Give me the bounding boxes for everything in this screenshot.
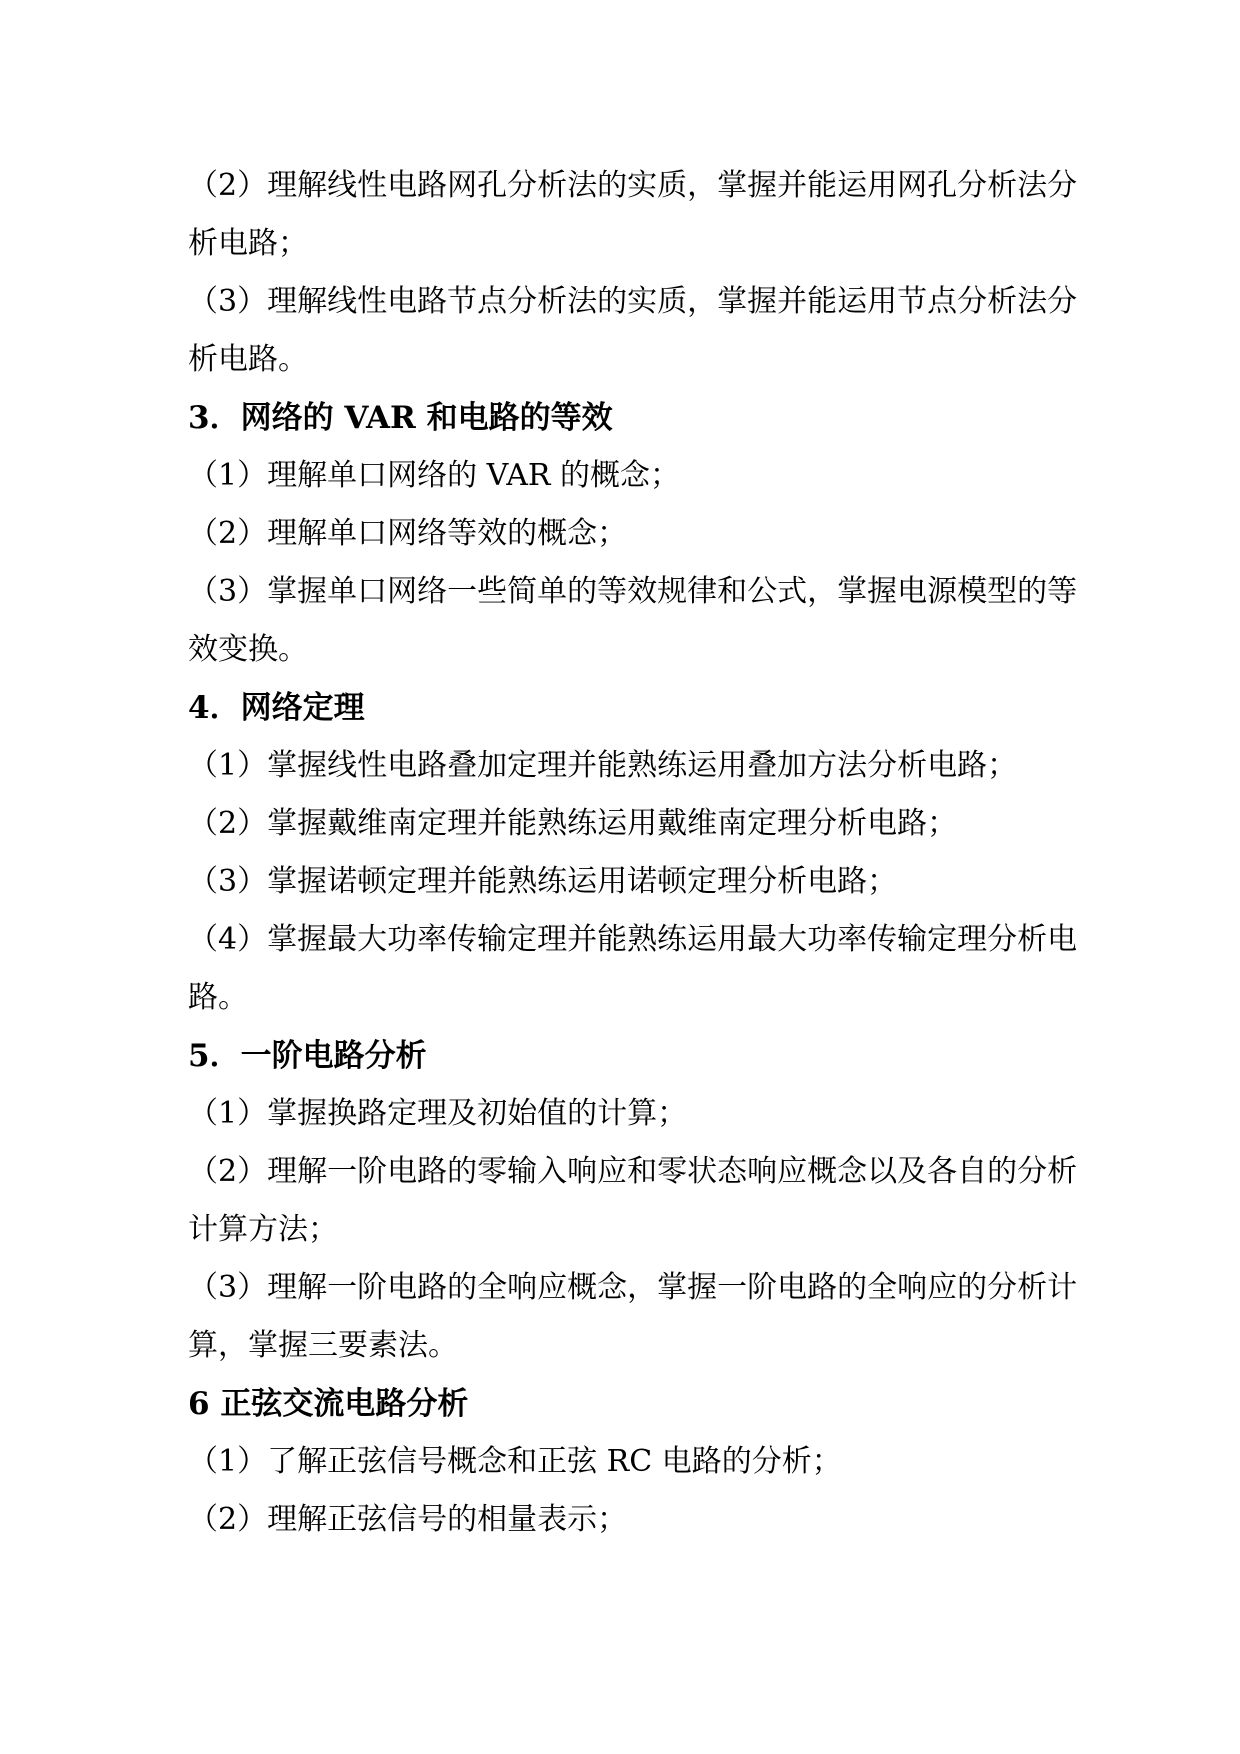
section-heading-line: 4．网络定理 (188, 690, 365, 726)
document-body (188, 157, 1078, 1549)
text-line: （3）理解一阶电路的全响应概念，掌握一阶电路的全响应的分析计 (188, 1270, 1078, 1305)
text-line: （1）理解单口网络的 VAR 的概念； (188, 458, 681, 493)
section-heading-line: 3．网络的 VAR 和电路的等效 (188, 400, 613, 436)
text-line: （2）理解单口网络等效的概念； (188, 516, 628, 551)
section-heading-line: 6 正弦交流电路分析 (188, 1386, 469, 1422)
text-line: 效变换。 (188, 632, 308, 667)
text-line: 算，掌握三要素法。 (188, 1328, 458, 1363)
text-line: （2）理解线性电路网孔分析法的实质，掌握并能运用网孔分析法分 (188, 168, 1078, 203)
text-line: （3）理解线性电路节点分析法的实质，掌握并能运用节点分析法分 (188, 284, 1078, 319)
text-line: 路。 (188, 980, 248, 1015)
text-line: （1）掌握线性电路叠加定理并能熟练运用叠加方法分析电路； (188, 748, 1018, 783)
text-line: 析电路。 (188, 342, 308, 377)
text-line: （3）掌握单口网络一些简单的等效规律和公式，掌握电源模型的等 (188, 574, 1078, 609)
text-line: （2）理解一阶电路的零输入响应和零状态响应概念以及各自的分析 (188, 1154, 1078, 1189)
text-line: （2）掌握戴维南定理并能熟练运用戴维南定理分析电路； (188, 806, 958, 841)
section-heading-line: 5．一阶电路分析 (188, 1038, 427, 1074)
text-line: （3）掌握诺顿定理并能熟练运用诺顿定理分析电路； (188, 864, 898, 899)
text-line: （4）掌握最大功率传输定理并能熟练运用最大功率传输定理分析电 (188, 922, 1078, 957)
text-line: （2）理解正弦信号的相量表示； (188, 1502, 628, 1537)
text-line: 析电路； (188, 226, 308, 261)
text-line: 计算方法； (188, 1212, 338, 1247)
text-line: （1）了解正弦信号概念和正弦 RC 电路的分析； (188, 1444, 842, 1479)
text-line: （1）掌握换路定理及初始值的计算； (188, 1096, 688, 1131)
